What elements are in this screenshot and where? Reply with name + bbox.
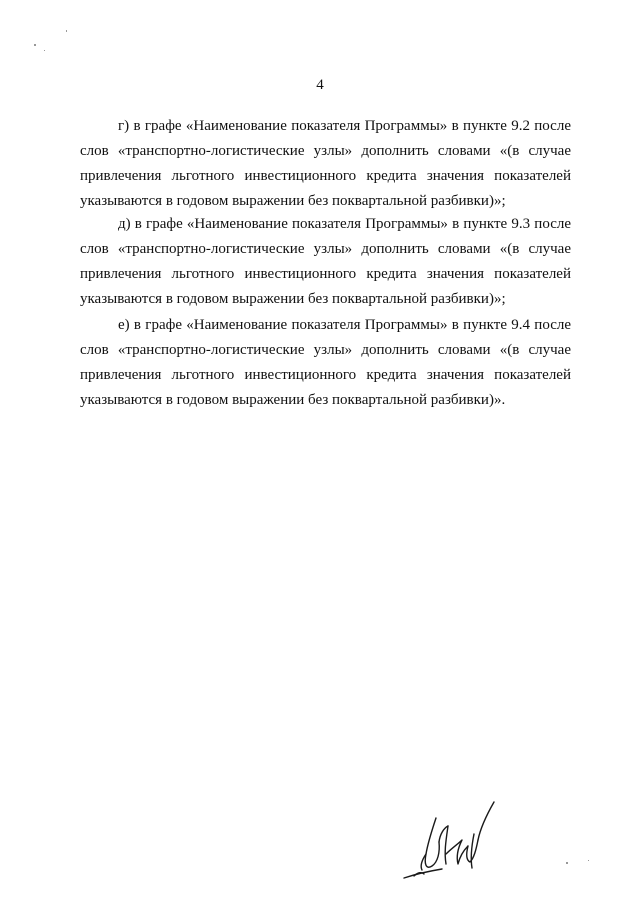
- amendment-paragraph-g: г) в графе «Наименование показателя Программы» в пункте 9.2 после слов «транспортно-логистические узлы» дополнить словами «(в случае привлечения льготного инвестиционного кредита значения показателей указываются в годовом выражении без поквартальной разбивки)»;: [80, 118, 571, 209]
- scan-speck: [34, 44, 36, 46]
- handwritten-signature-icon: [396, 794, 506, 884]
- scan-speck: [66, 30, 67, 32]
- page-number: 4: [316, 77, 324, 93]
- amendment-paragraph-d: д) в графе «Наименование показателя Программы» в пункте 9.3 после слов «транспортно-логистические узлы» дополнить словами «(в случае привлечения льготного инвестиционного кредита значения показателей указываются в годовом выражении без поквартальной разбивки)»;: [80, 216, 571, 307]
- scan-speck: [588, 860, 589, 861]
- amendment-paragraph-e: е) в графе «Наименование показателя Программы» в пункте 9.4 после слов «транспортно-логистические узлы» дополнить словами «(в случае привлечения льготного инвестиционного кредита значения показателей указываются в годовом выражении без поквартальной разбивки)».: [80, 317, 571, 408]
- scan-speck: [566, 862, 568, 864]
- scan-speck: [44, 50, 45, 51]
